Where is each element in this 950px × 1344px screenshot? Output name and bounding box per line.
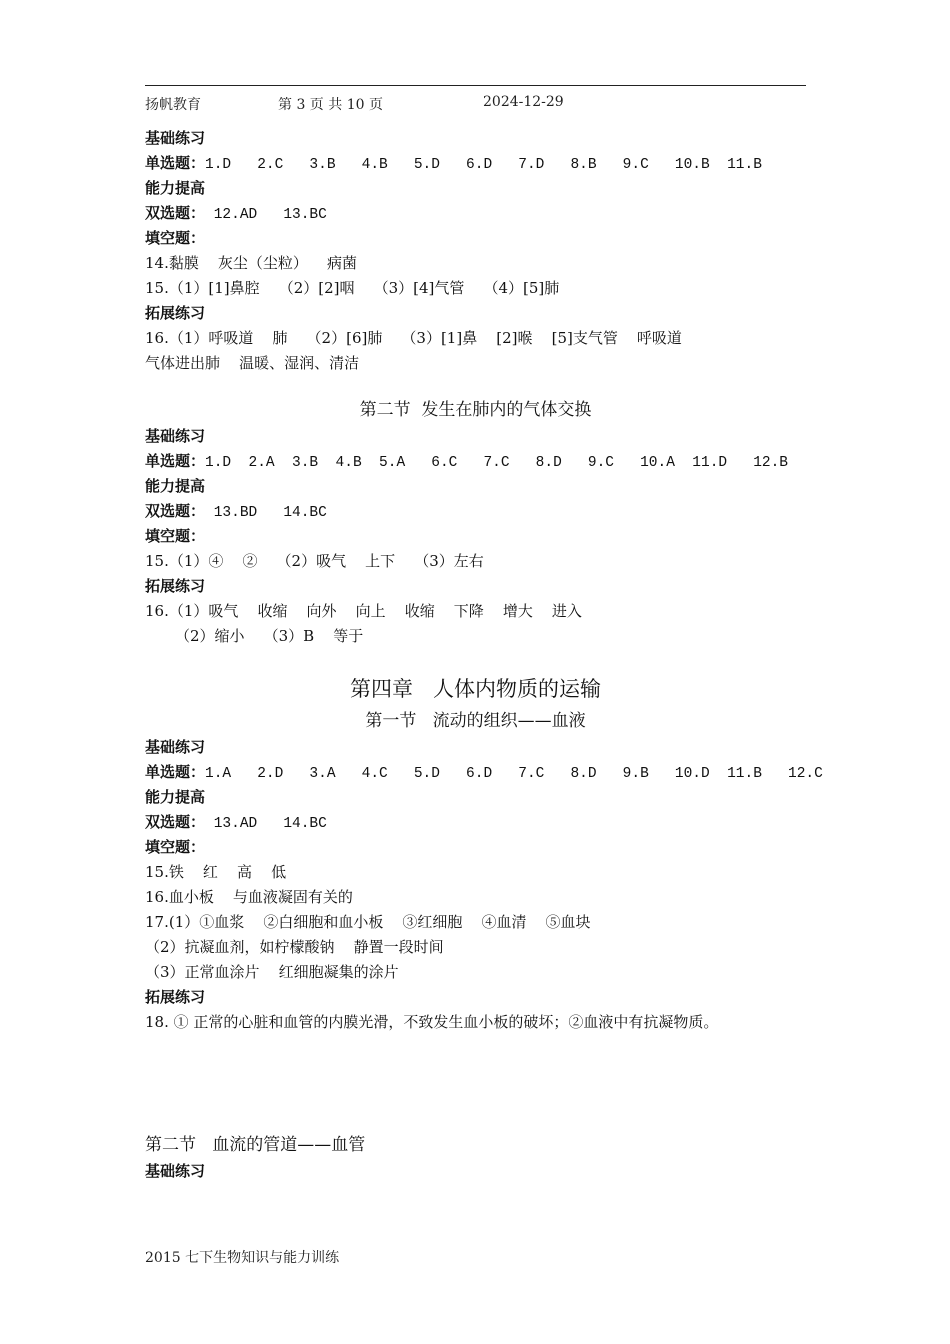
s1-double-label: 双选题：: [145, 204, 206, 222]
chapter-title: 第四章 人体内物质的运输: [349, 677, 602, 701]
s3-single-label: 单选题：: [145, 763, 206, 781]
s2-q16-line1: 16.（1）吸气 收缩 向外 向上 收缩 下降 增大 进入: [145, 602, 582, 620]
s1-ability-heading: 能力提高: [145, 179, 206, 197]
s1-q15: 15.（1）[1]鼻腔 （2）[2]咽 （3）[4]气管 （4）[5]肺: [145, 279, 560, 297]
s1-q16-line2: 气体进出肺 温暖、湿润、清洁: [145, 354, 360, 372]
s3-ability-heading: 能力提高: [145, 788, 206, 806]
s3-single-choice: [145, 760, 823, 785]
s1-single-label: 单选题：: [145, 154, 206, 172]
s1-double-answers: 12.AD 13.BC: [205, 207, 327, 223]
s3-q17-line3: （3）正常血涂片 红细胞凝集的涂片: [145, 963, 399, 981]
s3-double-choice: [145, 810, 806, 835]
s3-single-answers: 1.A 2.D 3.A 4.C 5.D 6.D 7.C 8.D 9.B 10.D 11.B 12.C: [205, 766, 823, 782]
answer-content: [145, 126, 823, 1184]
header-rule: [145, 85, 806, 86]
s1-single-answers: 1.D 2.C 3.B 4.B 5.D 6.D 7.D 8.B 9.C 10.B 11.B: [205, 157, 762, 173]
header-page-number: 第 3 页 共 10 页: [278, 97, 383, 113]
s2-single-answers: 1.D 2.A 3.B 4.B 5.A 6.C 7.C 8.D 9.C 10.A 11.D 12.B: [205, 455, 789, 471]
s3-double-answers: 13.AD 14.BC: [205, 816, 327, 832]
s3-basic-heading: 基础练习: [145, 738, 206, 756]
s1-double-choice: [145, 201, 806, 226]
header-org: 扬帆教育: [145, 97, 201, 113]
s4-basic-heading: 基础练习: [145, 1162, 206, 1180]
s3-q18: 18. ① 正常的心脏和血管的内膜光滑，不致发生血小板的破坏；②血液中有抗凝物质。: [145, 1013, 719, 1031]
s2-title: 第二节 发生在肺内的气体交换: [359, 400, 592, 420]
s2-ability-heading: 能力提高: [145, 477, 206, 495]
s3-double-label: 双选题：: [145, 813, 206, 831]
s1-ext-heading: 拓展练习: [145, 304, 206, 322]
s3-q17-line2: （2）抗凝血剂，如柠檬酸钠 静置一段时间: [145, 938, 444, 956]
s2-q15: 15.（1）④ ② （2）吸气 上下 （3）左右: [145, 552, 484, 570]
s2-q16-line2: （2）缩小 （3）B 等于: [175, 627, 364, 645]
s2-fill-heading: 填空题：: [145, 527, 206, 545]
s2-single-label: 单选题：: [145, 452, 206, 470]
s2-basic-heading: 基础练习: [145, 427, 206, 445]
s1-fill-heading: 填空题：: [145, 229, 206, 247]
s1-q14: 14.黏膜 灰尘（尘粒） 病菌: [145, 254, 358, 272]
s4-title: 第二节 血流的管道——血管: [145, 1135, 366, 1155]
s1-basic-heading: 基础练习: [145, 129, 206, 147]
s3-title: 第一节 流动的组织——血液: [365, 711, 586, 731]
s2-double-answers: 13.BD 14.BC: [205, 505, 327, 521]
s1-single-choice: [145, 151, 806, 176]
s3-q16: 16.血小板 与血液凝固有关的: [145, 888, 353, 906]
s3-q17-line1: 17.(1）①血浆 ②白细胞和血小板 ③红细胞 ④血清 ⑤血块: [145, 913, 591, 931]
s3-q15: 15.铁 红 高 低: [145, 863, 287, 881]
s1-q16-line1: 16.（1）呼吸道 肺 （2）[6]肺 （3）[1]鼻 [2]喉 [5]支气管 呼吸道: [145, 329, 682, 347]
s3-ext-heading: 拓展练习: [145, 988, 206, 1006]
s2-single-choice: [145, 449, 806, 474]
s3-fill-heading: 填空题：: [145, 838, 206, 856]
s2-double-label: 双选题：: [145, 502, 206, 520]
s2-double-choice: [145, 499, 806, 524]
s2-ext-heading: 拓展练习: [145, 577, 206, 595]
header-date: 2024-12-29: [483, 94, 564, 110]
footer-text: 2015 七下生物知识与能力训练: [145, 1250, 340, 1266]
